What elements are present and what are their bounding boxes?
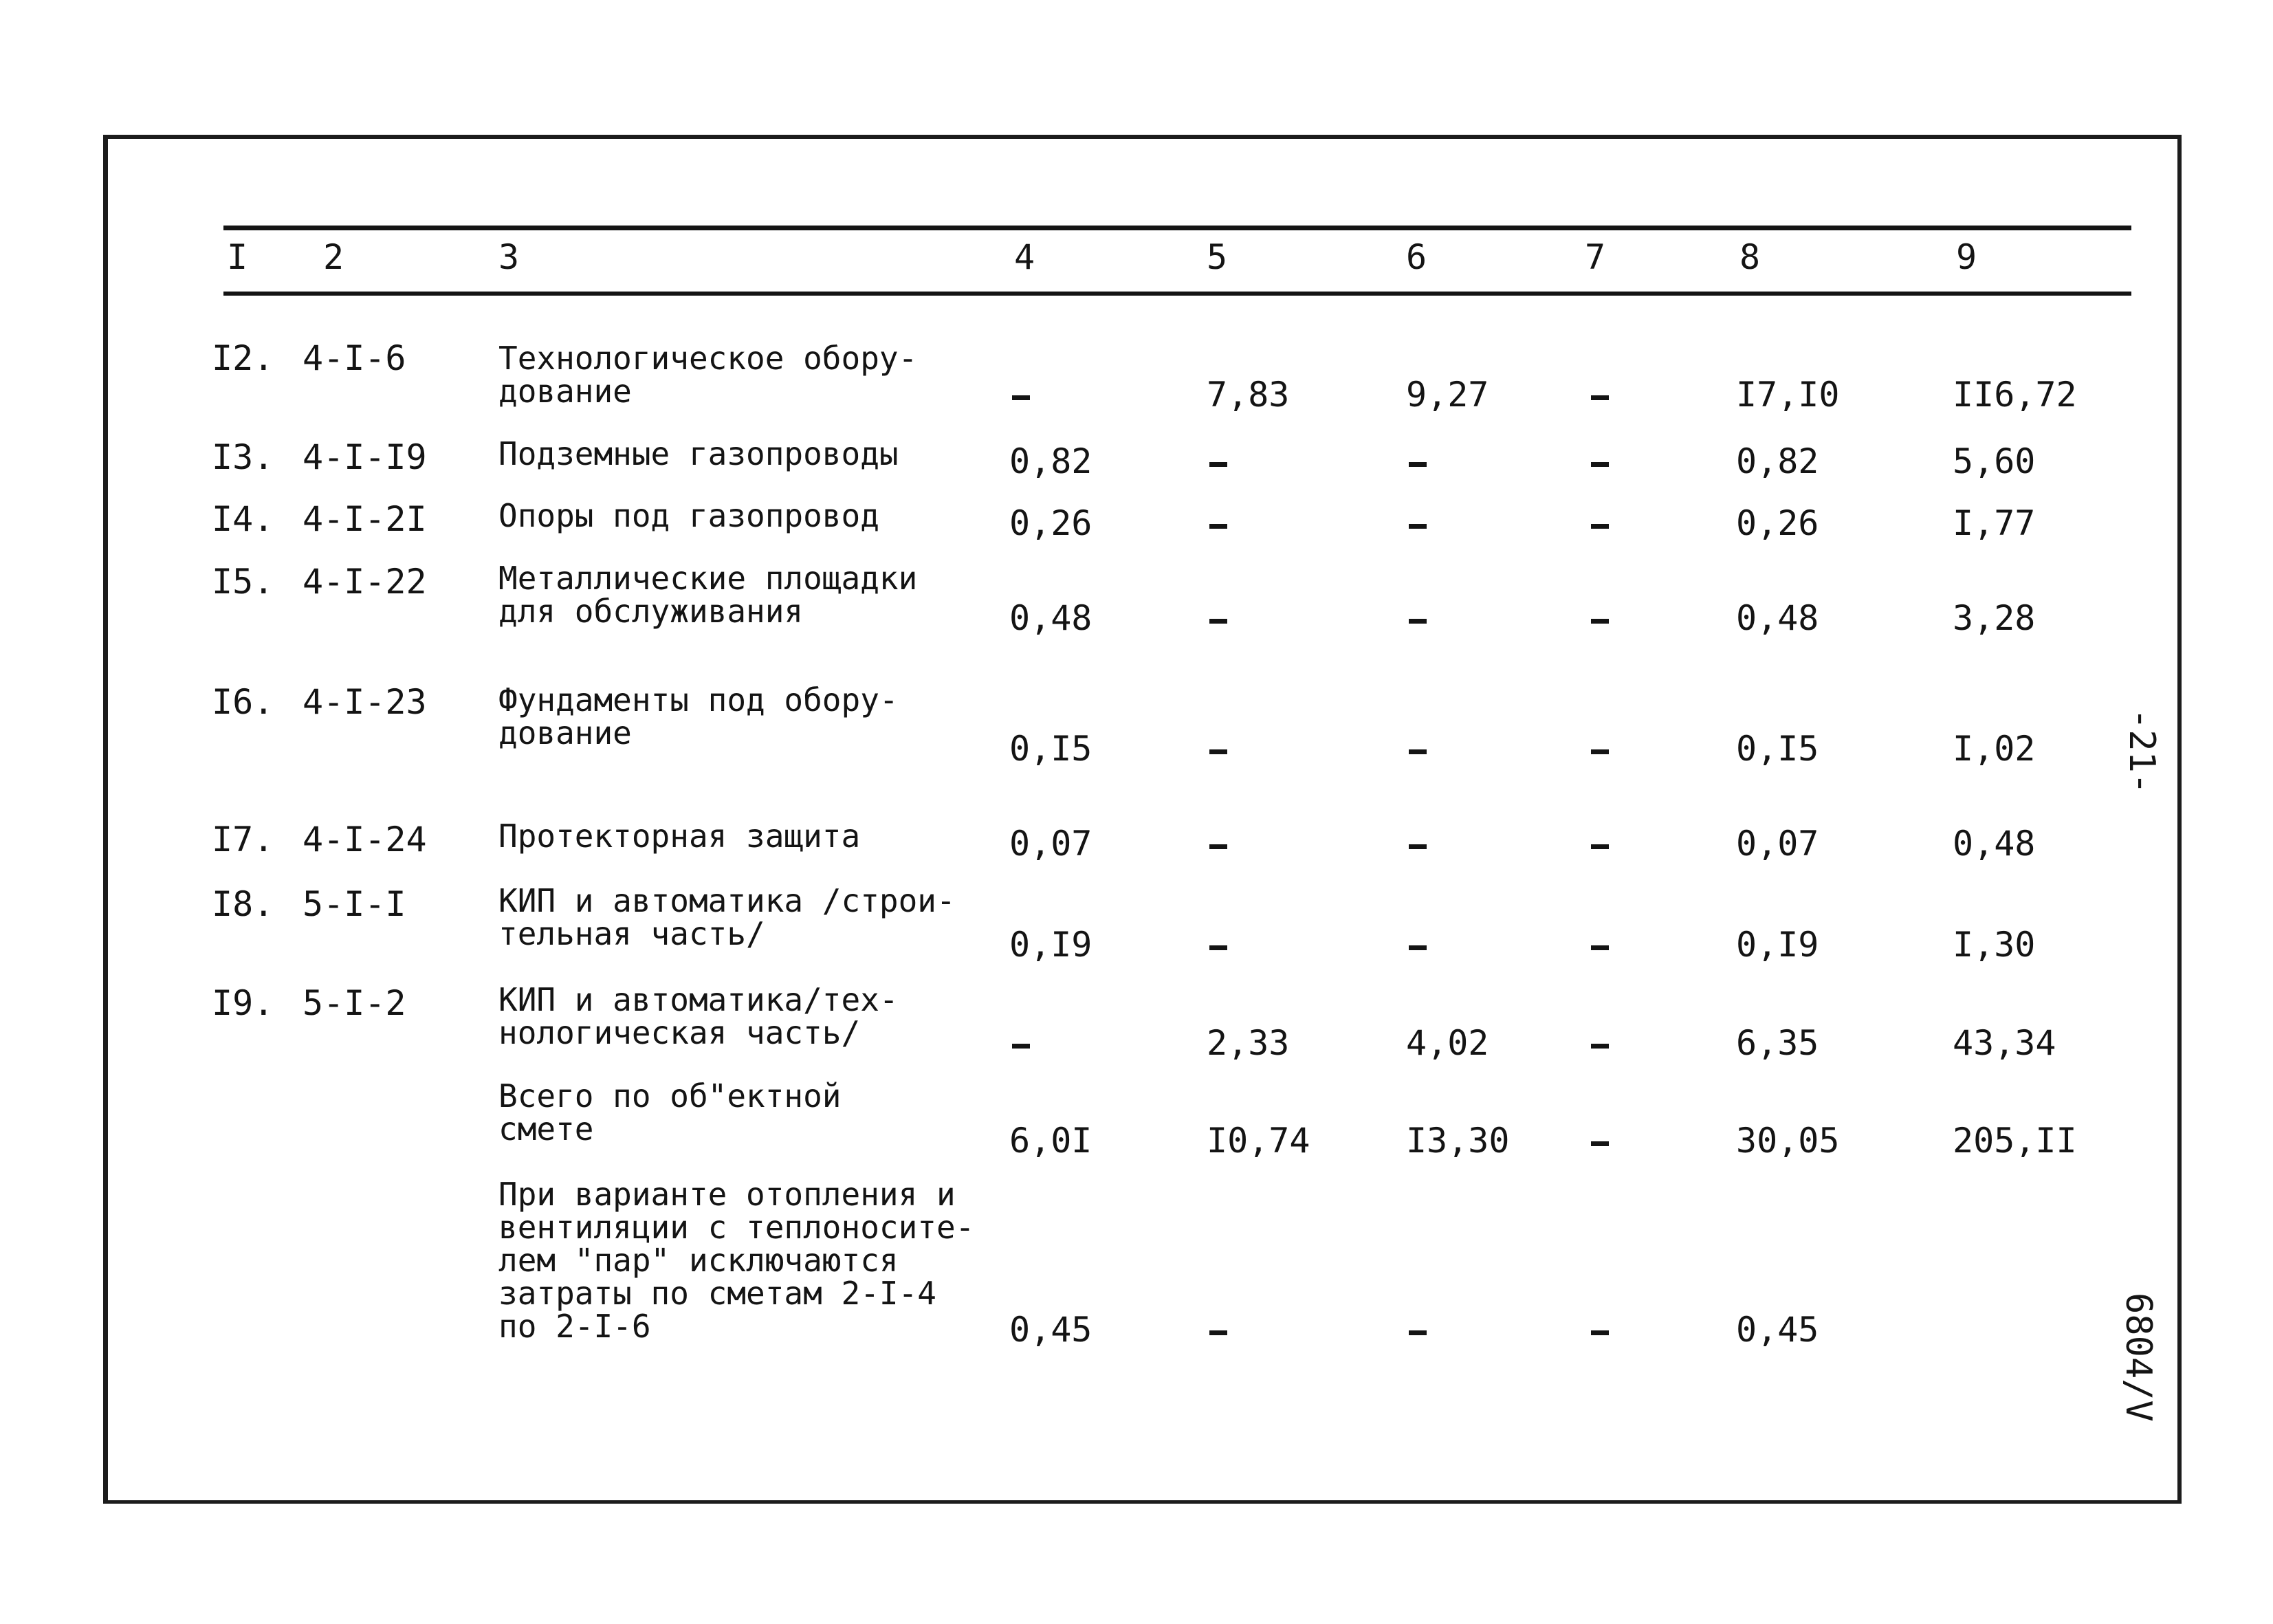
empty-value-dash bbox=[1209, 462, 1227, 467]
column-header-3: 3 bbox=[498, 237, 520, 277]
empty-value-dash bbox=[1209, 524, 1227, 529]
description-line: КИП и автоматика/тех- bbox=[498, 981, 899, 1018]
empty-value-dash bbox=[1409, 844, 1427, 849]
value-cell-c8: 6,35 bbox=[1736, 1023, 1819, 1063]
empty-value-dash bbox=[1409, 945, 1427, 950]
row-number: I3. bbox=[212, 437, 274, 477]
value-cell-c6: 9,27 bbox=[1406, 375, 1489, 415]
value-cell-c4: 0,45 bbox=[1009, 1310, 1092, 1350]
row-number: I5. bbox=[212, 562, 274, 602]
description-line: затраты по сметам 2-I-4 bbox=[498, 1275, 936, 1312]
empty-value-dash bbox=[1209, 945, 1227, 950]
value-cell-c5: I0,74 bbox=[1207, 1121, 1310, 1161]
estimate-code: 4-I-2I bbox=[303, 499, 427, 539]
work-description bbox=[498, 437, 899, 470]
empty-value-dash bbox=[1591, 395, 1609, 400]
description-line: тельная часть/ bbox=[498, 915, 765, 952]
work-description bbox=[498, 342, 917, 408]
empty-value-dash bbox=[1591, 462, 1609, 467]
work-description bbox=[498, 820, 860, 853]
work-description bbox=[498, 884, 956, 950]
value-cell-c4: 0,I5 bbox=[1009, 729, 1092, 769]
description-line: Протекторная защита bbox=[498, 818, 861, 855]
estimate-code: 5-I-2 bbox=[303, 983, 406, 1023]
value-cell-c9: 5,60 bbox=[1953, 441, 2036, 481]
page-number: -21- bbox=[2121, 708, 2162, 795]
description-line: Технологическое обору- bbox=[498, 340, 918, 377]
work-description bbox=[498, 1077, 842, 1148]
column-header-5: 5 bbox=[1207, 237, 1228, 277]
description-line: для обслуживания bbox=[498, 593, 804, 630]
value-cell-c9: 205,II bbox=[1953, 1121, 2077, 1161]
row-number: I4. bbox=[212, 499, 274, 539]
description-line: Металлические площадки bbox=[498, 560, 918, 597]
description-line: Опоры под газопровод bbox=[498, 497, 879, 534]
value-cell-c8: 0,07 bbox=[1736, 824, 1819, 864]
value-cell-c9: 0,48 bbox=[1953, 824, 2036, 864]
value-cell-c4: 6,0I bbox=[1009, 1121, 1092, 1161]
estimate-code: 5-I-I bbox=[303, 884, 406, 924]
value-cell-c8: 0,26 bbox=[1736, 503, 1819, 543]
value-cell-c5: 2,33 bbox=[1207, 1023, 1290, 1063]
empty-value-dash bbox=[1591, 1141, 1609, 1146]
work-description bbox=[498, 499, 879, 532]
empty-value-dash bbox=[1591, 1044, 1609, 1049]
description-line: дование bbox=[498, 714, 632, 751]
column-header-4: 4 bbox=[1014, 237, 1035, 277]
row-number: I7. bbox=[212, 820, 274, 859]
value-cell-c9: I,77 bbox=[1953, 503, 2036, 543]
estimate-code: 4-I-I9 bbox=[303, 437, 427, 477]
value-cell-c4: 0,I9 bbox=[1009, 925, 1092, 965]
value-cell-c9: I,02 bbox=[1953, 729, 2036, 769]
value-cell-c9: II6,72 bbox=[1953, 375, 2077, 415]
value-cell-c9: 3,28 bbox=[1953, 598, 2036, 638]
description-line: смете bbox=[498, 1110, 594, 1148]
empty-value-dash bbox=[1591, 524, 1609, 529]
value-cell-c4: 0,26 bbox=[1009, 503, 1092, 543]
empty-value-dash bbox=[1409, 462, 1427, 467]
description-line: Подземные газопроводы bbox=[498, 435, 899, 472]
empty-value-dash bbox=[1209, 749, 1227, 754]
empty-value-dash bbox=[1591, 619, 1609, 624]
column-header-2: 2 bbox=[323, 237, 344, 277]
empty-value-dash bbox=[1591, 1330, 1609, 1335]
value-cell-c8: 0,45 bbox=[1736, 1310, 1819, 1350]
value-cell-c8: 0,48 bbox=[1736, 598, 1819, 638]
value-cell-c4: 0,48 bbox=[1009, 598, 1092, 638]
value-cell-c8: 0,I5 bbox=[1736, 729, 1819, 769]
row-number: I6. bbox=[212, 682, 274, 722]
estimate-code: 4-I-24 bbox=[303, 820, 427, 859]
work-description bbox=[498, 562, 917, 628]
value-cell-c4: 0,82 bbox=[1009, 441, 1092, 481]
description-line: по 2-I-6 bbox=[498, 1308, 651, 1345]
description-line: Фундаменты под обору- bbox=[498, 681, 899, 718]
work-description bbox=[498, 683, 899, 749]
empty-value-dash bbox=[1012, 395, 1030, 400]
row-number: I8. bbox=[212, 884, 274, 924]
column-header-7: 7 bbox=[1585, 237, 1606, 277]
column-header-6: 6 bbox=[1406, 237, 1427, 277]
value-cell-c8: 0,82 bbox=[1736, 441, 1819, 481]
value-cell-c6: I3,30 bbox=[1406, 1121, 1510, 1161]
document-code: 6804/V bbox=[2118, 1293, 2159, 1422]
column-header-9: 9 bbox=[1956, 237, 1977, 277]
value-cell-c4: 0,07 bbox=[1009, 824, 1092, 864]
row-number: I9. bbox=[212, 983, 274, 1023]
value-cell-c9: 43,34 bbox=[1953, 1023, 2056, 1063]
description-line: лем "пар" исключаются bbox=[498, 1242, 899, 1279]
empty-value-dash bbox=[1409, 1330, 1427, 1335]
empty-value-dash bbox=[1591, 945, 1609, 950]
value-cell-c9: I,30 bbox=[1953, 925, 2036, 965]
estimate-code: 4-I-6 bbox=[303, 338, 406, 378]
value-cell-c5: 7,83 bbox=[1207, 375, 1290, 415]
description-line: дование bbox=[498, 373, 632, 410]
description-line: вентиляции с теплоносите- bbox=[498, 1209, 975, 1246]
description-line: КИП и автоматика /строи- bbox=[498, 882, 956, 919]
value-cell-c8: I7,I0 bbox=[1736, 375, 1840, 415]
table-top-rule bbox=[223, 226, 2131, 230]
empty-value-dash bbox=[1209, 844, 1227, 849]
description-line: нологическая часть/ bbox=[498, 1014, 861, 1051]
value-cell-c6: 4,02 bbox=[1406, 1023, 1489, 1063]
empty-value-dash bbox=[1209, 619, 1227, 624]
row-number: I2. bbox=[212, 338, 274, 378]
work-description bbox=[498, 983, 899, 1049]
column-header-1: I bbox=[227, 237, 248, 277]
empty-value-dash bbox=[1409, 619, 1427, 624]
work-description bbox=[498, 1178, 974, 1343]
column-header-8: 8 bbox=[1739, 237, 1761, 277]
empty-value-dash bbox=[1012, 1044, 1030, 1049]
value-cell-c8: 0,I9 bbox=[1736, 925, 1819, 965]
empty-value-dash bbox=[1209, 1330, 1227, 1335]
description-line: При варианте отопления и bbox=[498, 1176, 956, 1213]
value-cell-c8: 30,05 bbox=[1736, 1121, 1840, 1161]
estimate-code: 4-I-23 bbox=[303, 682, 427, 722]
estimate-code: 4-I-22 bbox=[303, 562, 427, 602]
table-header-rule bbox=[223, 292, 2131, 296]
empty-value-dash bbox=[1409, 524, 1427, 529]
empty-value-dash bbox=[1591, 749, 1609, 754]
empty-value-dash bbox=[1591, 844, 1609, 849]
description-line: Всего по об"ектной bbox=[498, 1077, 842, 1115]
empty-value-dash bbox=[1409, 749, 1427, 754]
